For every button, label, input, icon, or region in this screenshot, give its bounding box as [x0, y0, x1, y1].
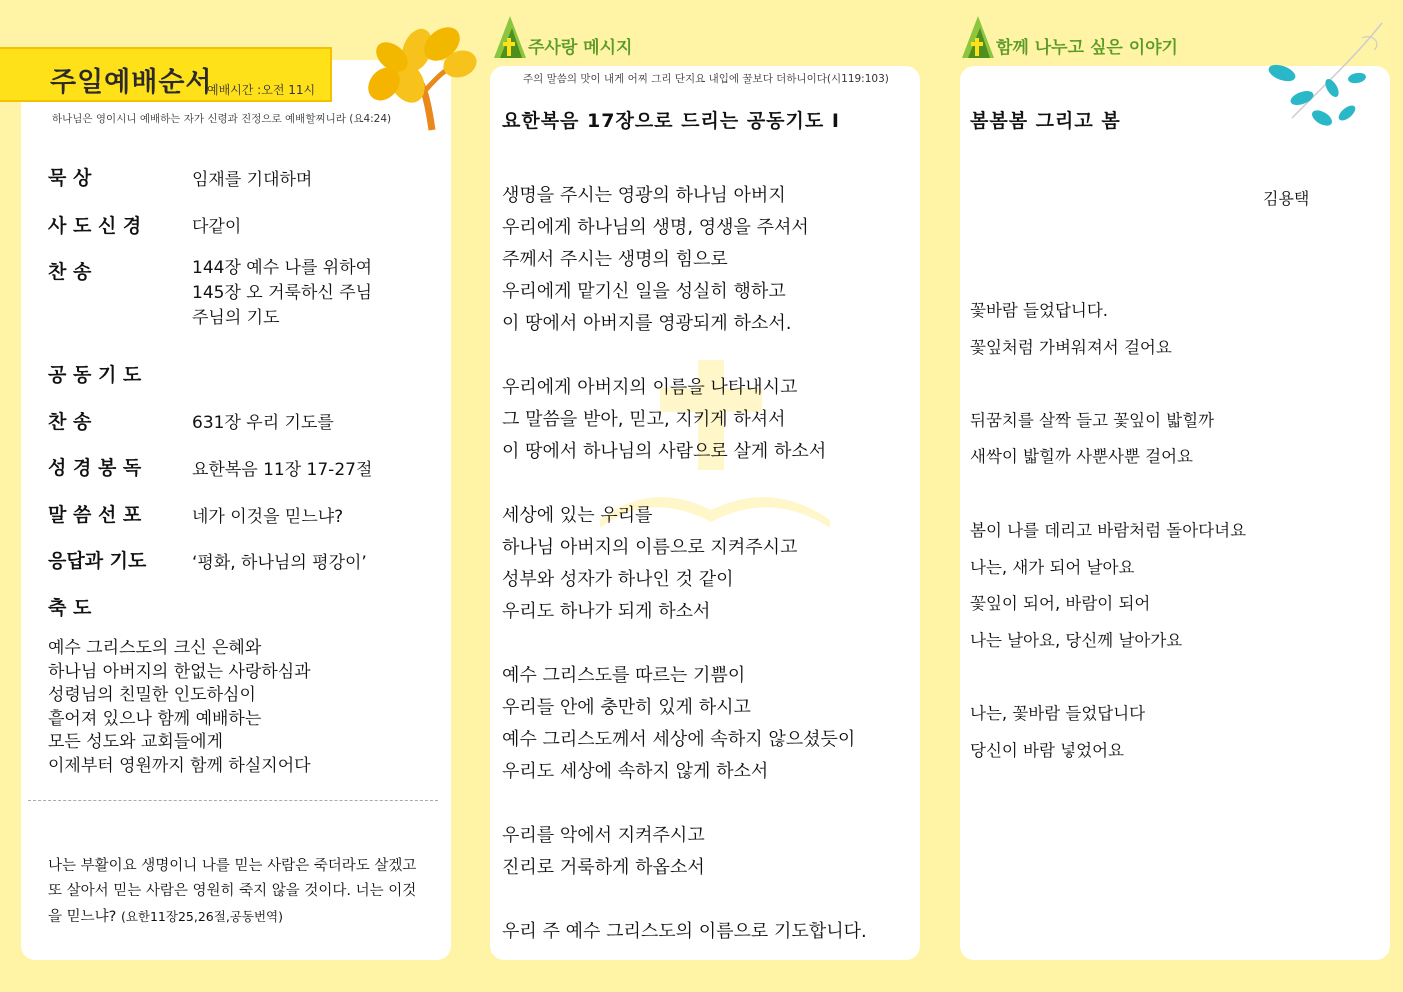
order-label: 찬 송	[48, 261, 92, 283]
story-title: 봄봄봄 그리고 봄	[970, 110, 1121, 132]
order-value: 임재를 기대하며	[192, 170, 313, 190]
prayer-line: 하나님 아버지의 이름으로 지켜주시고	[502, 537, 798, 558]
prayer-line: 우리 주 예수 그리스도의 이름으로 기도합니다.	[502, 921, 867, 942]
leaf-logo-icon	[958, 14, 996, 60]
poem-line: 꽃바람 들었답니다.	[970, 301, 1109, 320]
prayer-line: 주께서 주시는 생명의 힘으로	[502, 249, 728, 270]
prayer-line: 성부와 성자가 하나인 것 같이	[502, 569, 734, 590]
prayer-line: 우리를 악에서 지켜주시고	[502, 825, 705, 846]
bible-verse	[48, 854, 428, 930]
prayer-line: 우리에게 하나님의 생명, 영생을 주셔서	[502, 217, 809, 238]
prayer-stanza	[502, 916, 912, 948]
message-header: 주사랑 메시지	[528, 38, 633, 58]
prayer-stanza	[502, 660, 912, 788]
hymn-line: 145장 오 거룩하신 주님	[192, 283, 373, 303]
poem-line: 나는, 꽃바람 들었답니다	[970, 704, 1146, 723]
divider	[28, 800, 438, 801]
poem-line: 새싹이 밟힐까 사뿐사뿐 걸어요	[970, 447, 1193, 466]
message-title: 요한복음 17장으로 드리는 공동기도 I	[502, 110, 840, 132]
poem-line: 봄이 나를 데리고 바람처럼 돌아다녀요	[970, 521, 1247, 540]
service-time: 예배시간 :오전 11시	[207, 83, 316, 97]
prayer-line: 예수 그리스도를 따르는 기쁨이	[502, 665, 746, 686]
hymn-line: 144장 예수 나를 위하여	[192, 258, 373, 278]
tree-leaf-icon	[362, 22, 477, 132]
prayer-line: 우리에게 아버지의 이름을 나타내시고	[502, 377, 798, 398]
order-label: 말 씀 선 포	[48, 504, 142, 526]
prayer-line: 생명을 주시는 영광의 하나님 아버지	[502, 185, 786, 206]
poem-line: 당신이 바람 넣었어요	[970, 741, 1124, 760]
poem-line: 꽃잎이 되어, 바람이 되어	[970, 594, 1151, 613]
prayer-line: 이 땅에서 하나님의 사람으로 살게 하소서	[502, 441, 827, 462]
order-label: 성 경 봉 독	[48, 457, 142, 479]
poem-line: 뒤꿈치를 살짝 들고 꽃잎이 밟힐까	[970, 411, 1215, 430]
order-value: 다같이	[192, 217, 242, 237]
prayer-line: 우리도 하나가 되게 하소서	[502, 601, 711, 622]
story-author: 김용택	[1263, 189, 1310, 208]
prayer-line: 이 땅에서 아버지를 영광되게 하소서.	[502, 313, 792, 334]
order-value: ‘평화, 하나님의 평강이’	[192, 553, 367, 573]
poem-line: 꽃잎처럼 가벼워져서 걸어요	[970, 338, 1172, 357]
prayer-body	[502, 180, 912, 980]
prayer-stanza	[502, 500, 912, 628]
prayer-line: 우리에게 맡기신 일을 성실히 행하고	[502, 281, 786, 302]
order-value: 네가 이것을 믿느냐?	[192, 507, 344, 527]
flower-decoration-icon	[1262, 18, 1398, 133]
prayer-line: 그 말씀을 받아, 믿고, 지키게 하셔서	[502, 409, 786, 430]
prayer-line: 세상에 있는 우리를	[502, 505, 653, 526]
story-header: 함께 나누고 싶은 이야기	[996, 38, 1178, 58]
order-label: 공 동 기 도	[48, 364, 142, 386]
worship-subtitle: 하나님은 영이시니 예배하는 자가 신령과 진정으로 예배할찌니라 (요4:24)	[52, 113, 392, 125]
page-title: 주일예배순서	[50, 67, 213, 98]
poem-line: 나는 날아요, 당신께 날아가요	[970, 631, 1183, 650]
order-value: 631장 우리 기도를	[192, 413, 334, 433]
prayer-line: 예수 그리스도께서 세상에 속하지 않으셨듯이	[502, 729, 856, 750]
order-label: 축 도	[48, 597, 92, 619]
poem-line: 나는, 새가 되어 날아요	[970, 558, 1135, 577]
verse-reference: (요한11장25,26절,공동번역)	[120, 909, 283, 924]
prayer-line: 우리도 세상에 속하지 않게 하소서	[502, 761, 769, 782]
order-label: 사 도 신 경	[48, 215, 142, 237]
story-panel	[960, 66, 1390, 960]
order-label: 응답과 기도	[48, 550, 147, 572]
order-label: 찬 송	[48, 411, 92, 433]
benediction-text: 예수 그리스도의 크신 은혜와 하나님 아버지의 한없는 사랑하심과 성령님의 친밀한 인도하심이 흩어져 있으나 함께 예배하는 모든 성도와 교회들에게 이제부터 영원까지 함께 하실지어다	[48, 638, 311, 776]
message-subtitle: 주의 말씀의 맛이 내게 어찌 그리 단지요 내입에 꿀보다 더하니이다(시119:103)	[523, 73, 889, 85]
leaf-logo-icon	[490, 14, 528, 60]
prayer-stanza	[502, 180, 912, 340]
prayer-stanza	[502, 372, 912, 468]
hymn-list	[192, 256, 372, 331]
order-value: 요한복음 11장 17-27절	[192, 460, 373, 480]
hymn-line: 주님의 기도	[192, 308, 280, 328]
prayer-stanza	[502, 820, 912, 884]
verse-text: 나는 부활이요 생명이니 나를 믿는 사람은 죽더라도 살겠고 또 살아서 믿는 사람은 영원히 죽지 않을 것이다. 너는 이것을 믿느냐?	[48, 858, 417, 925]
prayer-line: 우리들 안에 충만히 있게 하시고	[502, 697, 751, 718]
order-label: 묵 상	[48, 167, 92, 189]
prayer-line: 진리로 거룩하게 하옵소서	[502, 857, 705, 878]
